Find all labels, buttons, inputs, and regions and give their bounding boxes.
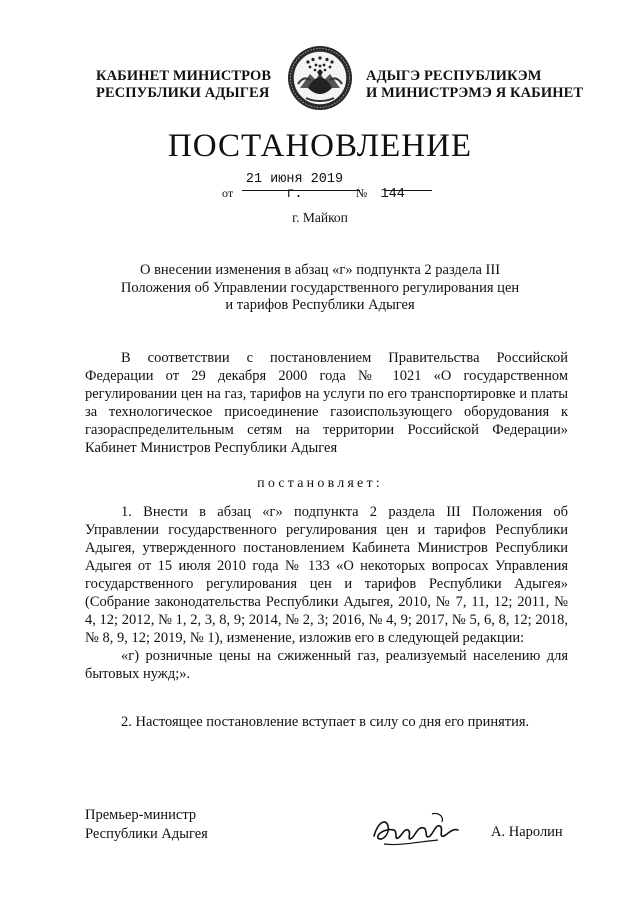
header-left-block — [96, 68, 271, 102]
item-1-text: 1. Внести в абзац «г» подпункта 2 раздела III Положения об Управлении государственного регулирования цен и тарифов Республики Адыгея, утвержденного постановлением Кабинета Министров Республики Адыгея от 15 июля 2010 года № 133 «О некоторых вопросах Управления государственного регулирования цен и тарифов Республики Адыгея» (Собрание законодательства Республики Адыгея, 2010, № 7, 11, 12; 2011, № 4, 12; 2012, № 1, 2, 3, 8, 9; 2014, № 2, 3; 2016, № 4, 9; 2017, № 5, 6, 8, 12; 2018, № 8, 9, 12; 2019, № 1), изменение, изложив его в следующей редакции: — [85, 504, 568, 646]
signatory-name: А. Наролин — [491, 824, 563, 840]
coat-of-arms-emblem — [286, 44, 354, 112]
document-date: 21 июня 2019 г. — [245, 172, 344, 202]
subject-line-1: О внесении изменения в абзац «г» подпункта 2 раздела III — [139, 262, 501, 278]
preamble-paragraph — [85, 349, 568, 457]
signatory-title-line-1: Премьер-министр — [85, 807, 197, 823]
date-prefix: от — [222, 186, 234, 200]
subject-line-3: и тарифов Республики Адыгея — [225, 297, 415, 313]
resolves-heading: постановляет: — [257, 476, 383, 491]
item-1-quote: «г) розничные цены на сжиженный газ, реализуемый населению для бытовых нужд;». — [85, 648, 568, 682]
document-subject — [80, 262, 560, 315]
item-2-text: 2. Настоящее постановление вступает в силу со дня его принятия. — [121, 714, 530, 730]
header-left-line-1: КАБИНЕТ МИНИСТРОВ — [96, 68, 272, 84]
date-number-line — [222, 172, 415, 202]
subject-line-2: Положения об Управлении государственного регулирования цен — [120, 279, 520, 296]
signatory-title-line-2: Республики Адыгея — [85, 826, 208, 842]
preamble-text: В соответствии с постановлением Правительства Российской Федерации от 29 декабря 2000 года № 1021 «О государственном регулировании цен на газ, тарифов на услуги по его транспортировке и платы за технологическое присоединение газоиспользующего оборудования к газораспределительным сетям на территории Российской Федерации» Кабинет Министров Республики Адыгея — [85, 350, 568, 456]
header-left-line-2: РЕСПУБЛИКИ АДЫГЕЯ — [96, 85, 270, 101]
header-right-line-1: АДЫГЭ РЕСПУБЛИКЭМ — [366, 68, 542, 84]
signatory-title — [85, 806, 208, 844]
document-number: 144 — [380, 187, 405, 202]
document-title: ПОСТАНОВЛЕНИЕ — [167, 128, 473, 164]
number-underline — [384, 190, 432, 191]
handwritten-signature — [368, 808, 464, 852]
header-right-line-2: И МИНИСТРЭМЭ Я КАБИНЕТ — [366, 85, 584, 101]
header-right-block — [366, 68, 583, 102]
date-underline — [242, 190, 360, 191]
document-city: г. Майкоп — [292, 210, 348, 225]
item-1-paragraph — [85, 503, 568, 683]
number-prefix: № — [355, 186, 368, 200]
item-2-paragraph — [85, 713, 568, 731]
